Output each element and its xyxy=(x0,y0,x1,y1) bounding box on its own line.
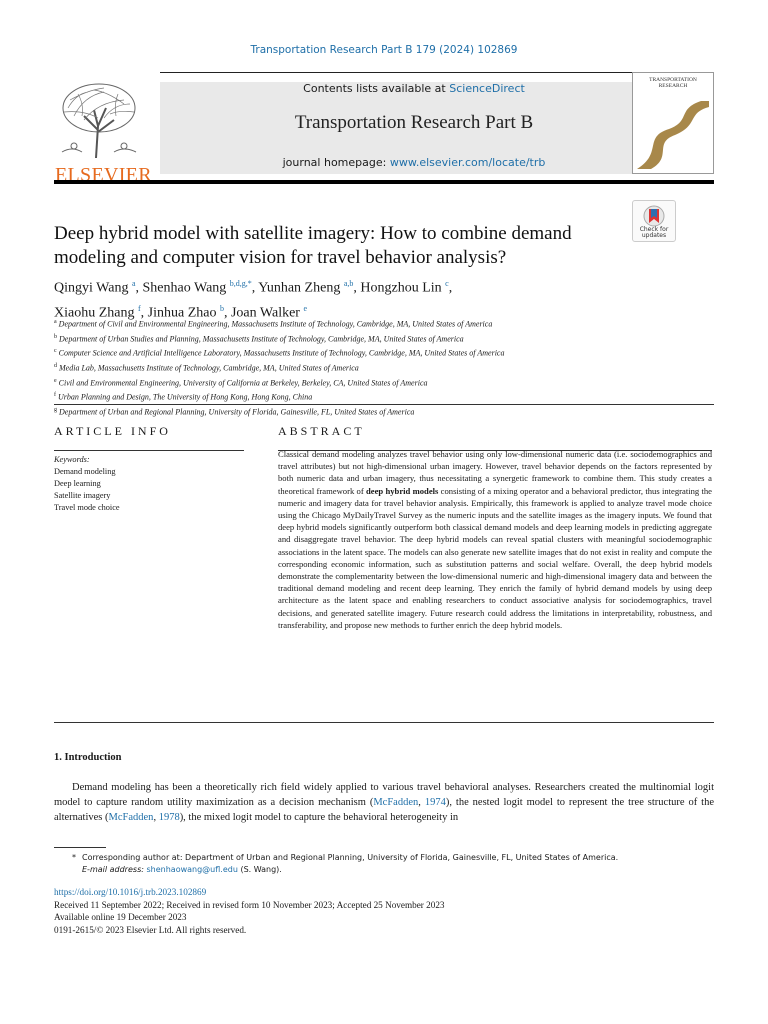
author-separator: , xyxy=(135,280,143,296)
abstract-heading: ABSTRACT xyxy=(278,424,365,438)
elsevier-tree-icon xyxy=(54,80,144,160)
affiliation-marker: d xyxy=(54,362,57,369)
author-email-link[interactable]: shenhaowang@ufl.edu xyxy=(146,865,238,874)
abstract-bold-term: deep hybrid models xyxy=(365,485,439,496)
sciencedirect-link[interactable]: ScienceDirect xyxy=(449,82,525,95)
footnote-block xyxy=(54,852,714,876)
journal-homepage-link[interactable]: www.elsevier.com/locate/trb xyxy=(389,156,546,169)
intro-text-segment: ), the mixed logit model to capture the behavioral heterogeneity in xyxy=(179,812,459,823)
affiliation-marker: b xyxy=(54,333,57,340)
author-separator: , xyxy=(251,280,259,296)
footnote-symbol: * xyxy=(72,853,76,862)
keyword-item: Travel mode choice xyxy=(54,503,120,512)
contents-line xyxy=(160,82,668,95)
homepage-line xyxy=(160,156,668,169)
available-online-date: Available online 19 December 2023 xyxy=(54,912,187,922)
citation-mcfadden-1974-year[interactable]: 1974 xyxy=(424,797,446,808)
crossmark-label-line-2: updates xyxy=(641,232,667,239)
journal-name: Transportation Research Part B xyxy=(294,112,534,133)
check-for-updates-badge[interactable] xyxy=(632,200,676,242)
introduction-heading: 1. Introduction xyxy=(54,752,122,763)
affiliation-marker: e xyxy=(54,377,57,384)
author-separator: , xyxy=(223,305,231,321)
author-affiliation-marker[interactable]: b xyxy=(219,303,224,313)
affiliation-item xyxy=(54,404,714,419)
affiliation-marker: a xyxy=(54,319,57,325)
cover-title-line-2: RESEARCH xyxy=(658,83,688,89)
doi-link[interactable]: https://doi.org/10.1016/j.trb.2023.102869 xyxy=(54,887,207,897)
affiliation-item xyxy=(54,375,714,390)
crossmark-label-line-1: Check for xyxy=(639,226,669,233)
affiliation-text: Civil and Environmental Engineering, University of California at Berkeley, Berkeley, CA, United States of America xyxy=(58,378,428,388)
keywords-block xyxy=(54,454,254,514)
affiliation-text: Computer Science and Artificial Intelligence Laboratory, Massachusetts Institute of Technology, Cambridge, MA, United States of America xyxy=(58,348,505,358)
author-affiliation-marker[interactable]: b,d,g,* xyxy=(229,279,252,288)
divider-top xyxy=(54,404,714,405)
citation-mcfadden-1978-name[interactable]: McFadden xyxy=(108,812,154,823)
introduction-paragraph: Demand modeling has been a theoretically rich field widely applied to various travel behavioral analyses. Researchers created the multinomial logit model to capture random utility maximization as a decision mechanism (McFadden, 1974), the nested logit model to represent the tree structure of the alternatives (McFadden, 1978), the mixed logit model to capture the behavioral heterogeneity in xyxy=(54,782,714,823)
intro-text-segment: ), the nested logit model to represent the tree structure of the alternatives ( xyxy=(54,797,714,823)
affiliation-marker: f xyxy=(54,392,56,399)
author-separator: , xyxy=(353,280,361,296)
homepage-prefix: journal homepage: xyxy=(282,156,390,169)
email-line xyxy=(54,864,714,876)
author-affiliation-marker[interactable]: c xyxy=(445,279,449,288)
abstract-text xyxy=(278,448,712,631)
contents-prefix: Contents lists available at xyxy=(303,82,450,95)
masthead-panel xyxy=(160,82,668,174)
citation-mcfadden-1978-year[interactable]: 1978 xyxy=(158,812,180,823)
cover-title-line-1: TRANSPORTATION xyxy=(649,77,697,83)
abstract-text-part-1: Classical demand modeling analyzes travel behavior using only low-dimensional numeric data (i.e. sociodemographics and travel attributes) but not high-dimensional urban imagery. However, travel behavior depends on the factors represented by both numeric data and urban imagery, thus necessitating a synergetic framework to combine them. This study creates a theoretical framework of xyxy=(278,449,712,496)
affiliation-text: Urban Planning and Design, The University of Hong Kong, Hong Kong, China xyxy=(58,392,313,402)
crossmark-icon xyxy=(642,204,666,228)
affiliation-text: Department of Urban Studies and Planning, Massachusetts Institute of Technology, Cambridge, MA, United States of America xyxy=(59,334,464,344)
affiliation-item xyxy=(54,331,714,346)
author-name[interactable]: Yunhan Zheng xyxy=(258,280,341,296)
article-info-heading: ARTICLE INFO xyxy=(54,424,171,438)
affiliation-item xyxy=(54,389,714,404)
received-dates: Received 11 September 2022; Received in revised form 10 November 2023; Accepted 25 November 2023 xyxy=(54,899,445,910)
crossmark-label xyxy=(633,227,675,239)
affiliation-text: Media Lab, Massachusetts Institute of Technology, Cambridge, MA, United States of America xyxy=(59,363,359,373)
divider-abstract-bottom xyxy=(54,722,714,723)
affiliation-item xyxy=(54,316,714,331)
header-bottom-rule xyxy=(54,180,714,184)
affiliation-item xyxy=(54,345,714,360)
elsevier-logo[interactable] xyxy=(54,80,152,186)
author-name[interactable]: Joan Walker xyxy=(230,305,300,321)
keyword-item: Satellite imagery xyxy=(54,491,111,500)
journal-cover-image[interactable] xyxy=(632,72,714,174)
elsevier-wordmark: ELSEVIER xyxy=(55,164,152,186)
author-name[interactable]: Hongzhou Lin xyxy=(360,280,442,296)
author-affiliation-marker[interactable]: a xyxy=(131,279,136,288)
paper-title: Deep hybrid model with satellite imagery: How to combine demand modeling and computer vision for travel behavior analysis? xyxy=(54,223,572,268)
author-affiliation-marker[interactable]: a,b xyxy=(343,279,354,288)
journal-header xyxy=(54,72,714,184)
author-separator: , xyxy=(140,305,148,321)
header-top-rule xyxy=(160,72,668,73)
author-name[interactable]: Jinhua Zhao xyxy=(147,305,217,321)
author-name[interactable]: Qingyi Wang xyxy=(54,280,129,296)
affiliation-text: Department of Civil and Environmental Engineering, Massachusetts Institute of Technology, Cambridge, MA, United States of America xyxy=(58,319,493,329)
citation-mcfadden-1974-name[interactable]: McFadden xyxy=(373,797,419,808)
cover-road-graphic xyxy=(633,73,713,173)
author-name[interactable]: Xiaohu Zhang xyxy=(54,305,135,321)
article-info-rule xyxy=(54,450,244,451)
author-affiliation-marker[interactable]: e xyxy=(303,303,308,313)
author-name[interactable]: Shenhao Wang xyxy=(142,280,227,296)
keyword-item: Demand modeling xyxy=(54,467,116,476)
affiliation-marker: g xyxy=(54,406,57,413)
footnote-rule xyxy=(54,847,106,848)
corresponding-author-note xyxy=(54,852,714,864)
intro-text-segment: Demand modeling has been a theoretically rich field widely applied to various travel behavioral analyses. Researchers created the multinomial logit model to capture random utility maximization as a decision mechanism ( xyxy=(54,782,714,808)
copyright-line: 0191-2615/© 2023 Elsevier Ltd. All rights reserved. xyxy=(54,924,247,935)
corresponding-author-text: Corresponding author at: Department of Urban and Regional Planning, University of Florida, Gainesville, FL, United States of America. xyxy=(82,853,619,862)
affiliation-marker: c xyxy=(54,348,57,355)
keyword-item: Deep learning xyxy=(54,479,101,488)
author-affiliation-marker[interactable]: f xyxy=(137,303,141,313)
affiliation-text: Department of Urban and Regional Planning, University of Florida, Gainesville, FL, United States of America xyxy=(59,407,415,417)
keywords-label: Keywords: xyxy=(54,455,90,464)
affiliation-item xyxy=(54,360,714,375)
email-suffix: (S. Wang). xyxy=(237,865,282,874)
abstract-text-part-2: consisting of a mixing operator and a behavioral predictor, thus integrating the numeric and imagery data for travel behavior analysis. Empirically, this framework is applied to analyze travel mode choice using the Chicago MyDailyTravel Survey as the numeric inputs and the satellite images as the imagery inputs. We found that deep hybrid models significantly outperform both classical demand models and deep learning models in predicting aggregate and disaggregate travel behavior. The deep hybrid models can reveal spatial clusters with meaningful sociodemographic associations in the latent space. The models can also generate new satellite images that do not exist in reality and compute the corresponding economic information, such as substitution patterns and social welfare. Overall, the deep hybrid models demonstrate the complementarity between the low-dimensional numeric and high-dimensional imagery data and between the traditional demand modeling and recent deep learning. They enrich the family of hybrid demand models by using deep architecture as the latent space and enabling researchers to conduct associative analysis for sociodemographics, travel decisions, and generated satellite imagery. Future research could address the limitations in interpretability, robustness, and transferability, and propose new methods to further enrich the deep hybrid models. xyxy=(278,485,712,630)
author-separator: , xyxy=(448,280,453,296)
article-metadata xyxy=(54,886,714,936)
email-label: E-mail address: xyxy=(82,865,144,874)
journal-reference[interactable]: Transportation Research Part B 179 (2024) 102869 xyxy=(250,44,518,56)
